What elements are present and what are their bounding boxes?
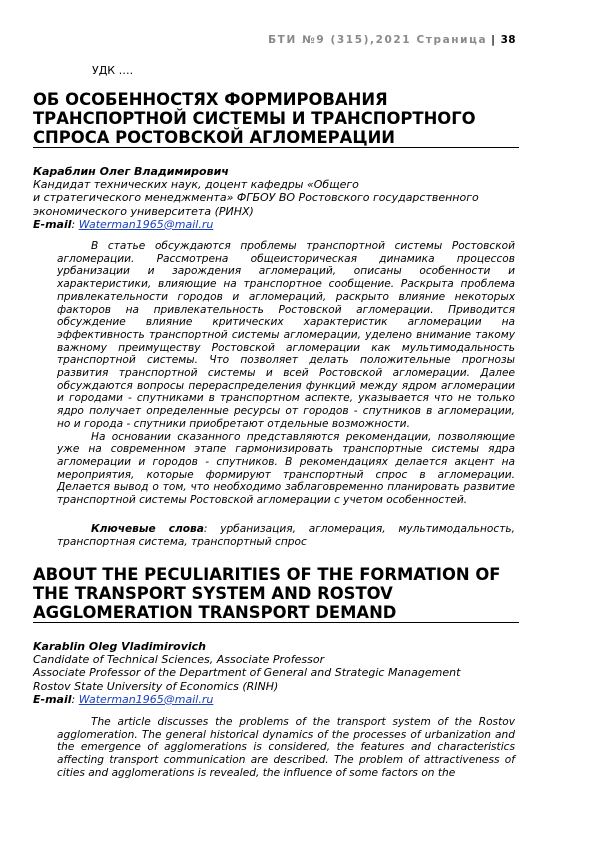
author-block-ru [33,165,503,231]
author-block-en [33,640,503,706]
abstract-paragraph: The article discusses the problems of the transport system of the Rostov agglomeration. The general historical dynamics of the processes of urbanization and the emergence of agglomerations is considered, the features and characteristics affecting transport communication are described. The problem of attractiveness of cities and agglomerations is revealed, the influence of some factors on the [57,716,515,779]
abstract-ru [57,240,515,507]
email-label: E-mail [33,217,72,231]
title-rule-ru [33,147,519,148]
email-line-ru: E-mail: Waterman1965@mail.ru [33,217,214,231]
affiliation-line: Rostov State University of Economics (RINH) [33,679,279,693]
affiliation-line: и стратегического менеджмента» ФГБОУ ВО Ростовского государственного [33,191,479,205]
keywords-text: урбанизация, агломерация, мультимодальность, транспортная система, транспортный спрос [57,523,515,548]
email-label: E-mail [33,692,72,706]
udc-code: УДК …. [92,64,134,77]
email-link-ru[interactable]: Waterman1965@mail.ru [78,217,214,231]
abstract-en [57,716,515,780]
keywords-ru: Ключевые слова: урбанизация, агломерация, мультимодальность, транспортная система, транспортный спрос [57,523,515,548]
author-name-en: Karablin Oleg Vladimirovich [33,640,207,653]
email-line-en: E-mail: Waterman1965@mail.ru [33,692,214,706]
abstract-paragraph: В статье обсуждаются проблемы транспортной системы Ростовской агломерации. Рассмотрена общеисторическая динамика процессов урбанизации и зарождения агломераций, описаны особенности и характеристики, влияющие на транспортное сообщение. Раскрыта проблема привлекательности городов и агломераций, раскрыто влияние некоторых факторов на привлекательность Ростовской агломерации. Приводится обсуждение влияние критических характеристик агломерации на эффективность транспортной системы агломерации, уделено внимание такому важному преимуществу Ростовской агломерации как мультимодальность транспортной системы. Что позволяет делать положительные прогнозы развития транспортной системы и всей Ростовской агломерации. Далее обсуждаются вопросы перераспределения функций между ядром агломерации и городами - спутниками в транспортном аспекте, указывается что не только ядро получает определенные ресурсы от городов - спутников в агломерации, но и города - спутники приобретают отдельные возможности. [57,240,515,430]
journal-issue: БТИ №9 (315),2021 Страница [268,34,488,46]
affiliation-line: Кандидат технических наук, доцент кафедры «Общего [33,178,359,192]
email-link-en[interactable]: Waterman1965@mail.ru [78,692,214,706]
article-title-en: ABOUT THE PECULIARITIES OF THE FORMATION OF THE TRANSPORT SYSTEM AND ROSTOV AGGLOMERATION TRANSPORT DEMAND [33,565,501,622]
page-number: 38 [500,34,516,46]
affiliation-line: экономического университета (РИНХ) [33,204,254,218]
running-header [268,34,516,46]
article-title-ru: ОБ ОСОБЕННОСТЯХ ФОРМИРОВАНИЯ ТРАНСПОРТНОЙ СИСТЕМЫ И ТРАНСПОРТНОГО СПРОСА РОСТОВСКОЙ АГЛОМЕРАЦИИ [33,90,476,147]
title-rule-en [33,622,519,623]
affiliation-line: Associate Professor of the Department of General and Strategic Management [33,666,461,680]
affiliation-line: Candidate of Technical Sciences, Associate Professor [33,653,325,667]
header-separator: | [491,34,497,46]
keywords-label: Ключевые слова [91,523,204,535]
abstract-paragraph: На основании сказанного представляются рекомендации, позволяющие уже на современном этапе гармонизировать транспортные системы ядра агломерации и городов - спутников. В рекомендациях делается акцент на мероприятия, которые формируют транспортный спрос в агломерации. Делается вывод о том, что необходимо заблаговременно планировать развитие транспортной системы Ростовской агломерации с учетом особенностей. [57,430,515,507]
author-name-ru: Караблин Олег Владимирович [33,165,229,178]
